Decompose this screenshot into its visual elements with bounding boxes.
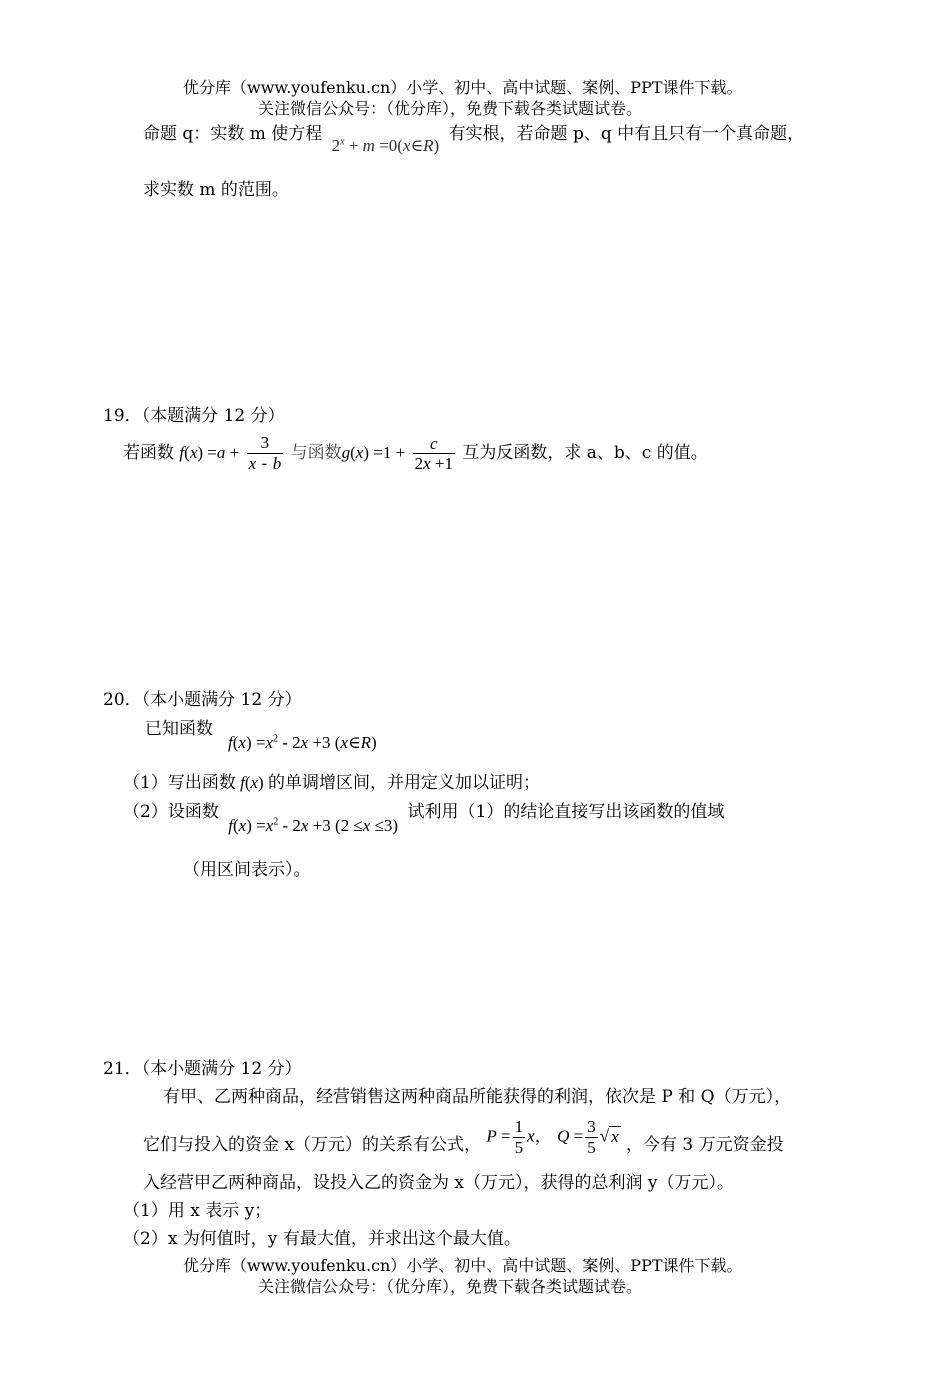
q18-line-1 [143,124,805,155]
q21-line-2-suffix: ，今有 3 万元资金投 [626,1134,784,1155]
q21-line-2: 它们与投入的资金 x（万元）的关系有公式， P = $\frac{1}{5}$ x， Q = $\frac{3}{5}$ √ x ，今有 3 万元资金投 [143,1117,784,1157]
q20-number: 20．（本小题满分 12 分） [103,690,302,710]
q20-p2-prefix: （2）设函数 [123,802,219,822]
q21-fraction-q: $\frac{3}{5}$ [587,1117,596,1157]
q19-fraction-g: $\frac{c}{2x +1}$ [414,433,453,474]
q21-fraction-p: $\frac{1}{5}$ [514,1117,524,1157]
q21-line-1: 有甲、乙两种商品，经营销售这两种商品所能获得的利润，依次是 P 和 Q（万元）， [163,1087,792,1107]
q21-part-2: （2）x 为何值时，y 有最大值，并求出这个最大值。 [123,1229,521,1249]
footer-line-1: 优分库（www.youfenku.cn）小学、初中、高中试题、案例、PPT课件下载。 [183,1256,743,1275]
footer-line-2: 关注微信公众号：（优分库），免费下载各类试题试卷。 [258,1277,643,1296]
q20-p2-formula: $f(x) =x^2 - 2x +3$ (2 ≤x ≤3) [228,816,399,835]
q20-p1-fx: f(x) [240,773,268,792]
q21-number: 21．（本小题满分 12 分） [103,1059,302,1079]
q21-formula-p: P = [486,1126,511,1146]
q19-number: 19．（本题满分 12 分） [103,406,285,426]
q19-fraction-f: $\frac{3}{x - b}$ [248,433,282,474]
q20-p1-suffix: 的单调增区间，并用定义加以证明； [267,773,540,793]
q19-mid: 与函数 [290,443,342,464]
q20-f-definition: $f(x) =x^2 - 2x +3$ (x∈R) [228,733,377,752]
header-line-1: 优分库（www.youfenku.cn）小学、初中、高中试题、案例、PPT课件下载。 [183,78,743,97]
q19-f-formula: f [179,443,185,463]
q20-intro: 已知函数 [145,719,213,739]
q19-body: 若函数 f(x) =a + $\frac{3}{x - b}$ 与函数g(x) =1 + $\frac{c}{2x +1}$ 互为反函数，求 a、b、c 的值。 [123,433,708,474]
q18-line-2: 求实数 m 的范围。 [143,180,289,200]
q21-line-2-prefix: 它们与投入的资金 x（万元）的关系有公式， [143,1134,481,1155]
header-line-2: 关注微信公众号：（优分库），免费下载各类试题试卷。 [258,99,643,118]
q20-part-2 [123,802,725,835]
q18-suffix: 有实根，若命题 p、q 中有且只有一个真命题， [448,124,805,144]
q19-prefix: 若函数 [123,443,174,464]
q18-equation: $2^x + m$ =0(x∈R) [331,136,440,155]
q20-p2-suffix: 试利用（1）的结论直接写出该函数的值域 [407,802,725,822]
q20-p1-prefix: （1）写出函数 [123,773,236,793]
q20-p2-line-2: （用区间表示）。 [183,860,311,880]
q19-g-formula: g [341,443,351,463]
q20-part-1 [123,773,540,793]
q18-prefix: 命题 q：实数 m 使方程 [143,124,323,144]
q21-line-3: 入经营甲乙两种商品，设投入乙的资金为 x（万元），获得的总利润 y（万元）。 [143,1173,734,1193]
q21-formula-q: Q = [557,1126,584,1146]
q21-part-1: （1）用 x 表示 y； [123,1201,272,1221]
q19-suffix: 互为反函数，求 a、b、c 的值。 [462,443,708,464]
